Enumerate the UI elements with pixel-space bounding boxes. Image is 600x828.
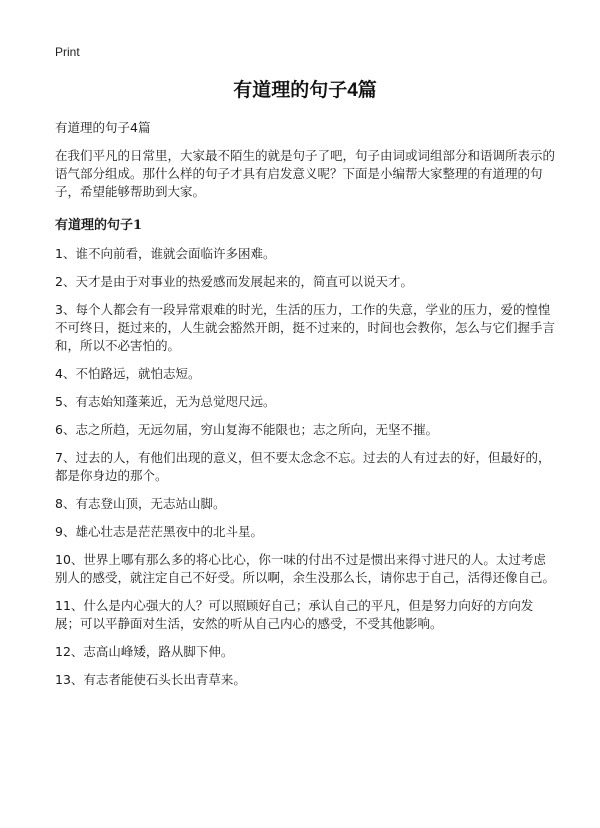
list-item: 5、有志始知蓬莱近，无为总觉咫尺远。 bbox=[55, 394, 276, 409]
sentence-list bbox=[55, 245, 555, 689]
list-item: 2、天才是由于对事业的热爱感而发展起来的，简直可以说天才。 bbox=[55, 274, 413, 289]
section-heading: 有道理的句子1 bbox=[55, 218, 143, 233]
page-title: 有道理的句子4篇 bbox=[233, 80, 377, 101]
document-page bbox=[55, 44, 555, 699]
list-item: 11、什么是内心强大的人？可以照顾好自己；承认自己的平凡，但是努力向好的方向发展；可以平静面对生活，安然的听从自己内心的感受，不受其他影响。 bbox=[55, 598, 534, 631]
list-item: 9、雄心壮志是茫茫黑夜中的北斗星。 bbox=[55, 524, 263, 539]
print-label: Print bbox=[55, 45, 80, 59]
list-item: 1、谁不向前看，谁就会面临许多困难。 bbox=[55, 246, 276, 261]
list-item: 8、有志登山顶，无志站山脚。 bbox=[55, 496, 226, 511]
article-subtitle: 有道理的句子4篇 bbox=[55, 120, 151, 135]
list-item: 13、有志者能使石头长出青草来。 bbox=[55, 672, 246, 687]
list-item: 10、世界上哪有那么多的将心比心，你一味的付出不过是惯出来得寸进尺的人。太过考虑别人的感受，就注定自己不好受。所以啊，余生没那么长，请你忠于自己，活得还像自己。 bbox=[55, 552, 556, 585]
list-item: 7、过去的人，有他们出现的意义，但不要太念念不忘。过去的人有过去的好，但最好的，都是你身边的那个。 bbox=[55, 450, 551, 483]
list-item: 6、志之所趋，无远勿届，穷山复海不能限也；志之所向，无坚不摧。 bbox=[55, 422, 438, 437]
list-item: 3、每个人都会有一段异常艰难的时光，生活的压力，工作的失意，学业的压力，爱的惶惶不可终日，挺过来的，人生就会豁然开朗，挺不过来的，时间也会教你，怎么与它们握手言和，所以不必害怕的。 bbox=[55, 302, 556, 353]
intro-paragraph: 在我们平凡的日常里，大家最不陌生的就是句子了吧，句子由词或词组部分和语调所表示的语气部分组成。那什么样的句子才具有启发意义呢？下面是小编帮大家整理的有道理的句子，希望能够帮助到大家。 bbox=[55, 148, 556, 199]
list-item: 12、志高山峰矮，路从脚下伸。 bbox=[55, 644, 234, 659]
list-item: 4、不怕路远，就怕志短。 bbox=[55, 366, 201, 381]
